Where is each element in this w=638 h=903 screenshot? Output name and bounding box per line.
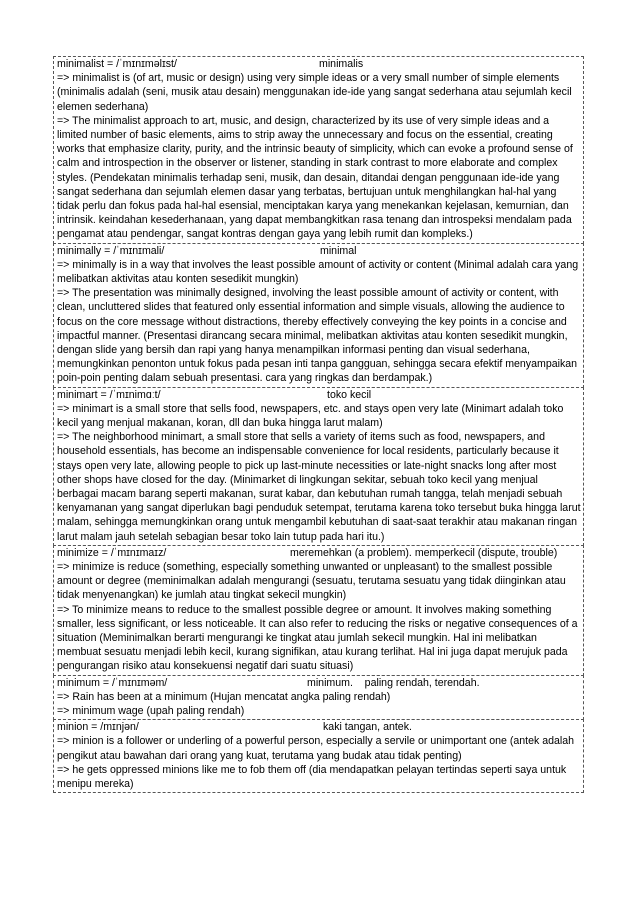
entry-translation: meremehkan (a problem). memperkecil (dispute, trouble)	[290, 546, 558, 559]
entry-minimally	[53, 243, 584, 388]
entry-line: => The minimalist approach to art, music, and design, characterized by its use of very simple ideas and a limited number of basic elements, aims to strip away the unnecessary and focus on the essential, creating works that emphasize clarity, purity, and the intrinsic beauty of simplicity, which can evoke a profound sense of calm and introspection in the observer or listener, standing in stark contrast to more elaborate and complex styles. (Pendekatan minimalis terhadap seni, musik, dan desain, ditandai dengan penggunaan ide-ide yang sangat sederhana dan sejumlah elemen dasar yang terbatas, bertujuan untuk menghilangkan hal-hal yang tidak perlu dan fokus pada hal-hal esensial, menciptakan karya yang menekankan kejelasan, kemurnian, dan intrinsik. keindahan kesederhanaan, yang dapat membangkitkan rasa tenang dan introspeksi mendalam pada pengamat atau pendengar, sangat kontras dengan gaya yang lebih rumit dan kompleks.)	[57, 114, 573, 241]
entry-line: => The neighborhood minimart, a small store that sells a variety of items such as food, newspapers, and household essentials, has become an indispensable convenience for local residents, particularly because it stays open very late, allowing people to pick up last-minute necessities or late-night snacks long after most other shops have closed for the day. (Minimarket di lingkungan sekitar, sebuah toko kecil yang menjual berbagai macam barang seperti makanan, surat kabar, dan kebutuhan rumah tangga, telah menjadi sebuah kenyamanan yang sangat diperlukan bagi penduduk setempat, terutama karena toko tersebut buka hingga larut malam, sehingga memungkinkan orang untuk mengambil kebutuhan di saat-saat terakhir atau makanan ringan larut malam jauh setelah sebagian besar toko lain tutup pada hari itu.)	[57, 431, 581, 543]
entry-header	[57, 676, 581, 690]
entry-translation: kaki tangan, antek.	[323, 721, 412, 734]
entry-minion	[53, 719, 584, 793]
entry-translation: toko kecil	[327, 388, 372, 401]
entry-header	[57, 388, 581, 402]
entry-term: minimalist = /ˈmɪnɪməlɪst/	[57, 58, 177, 70]
entry-header	[57, 720, 581, 734]
entry-line: => minimally is in a way that involves the least possible amount of activity or content (Minimal adalah cara yang melibatkan aktivitas atau konten sesedikit mungkin)	[57, 258, 579, 286]
entry-translation: minimal	[320, 244, 357, 257]
entry-line: => To minimize means to reduce to the smallest possible degree or amount. It involves making something smaller, less significant, or less noticeable. It can also refer to reducing the risks or negative consequences of a situation (Meminimalkan berarti mengurangi ke tingkat atau jumlah sekecil mungkin. Hal ini melibatkan membuat sesuatu menjadi lebih kecil, kurang signifikan, atau kurang terlihat. Hal ini juga dapat merujuk pada pengurangan risiko atau konsekuensi negatif dari suatu situasi)	[57, 603, 578, 673]
entry-line: => minimum wage (upah paling rendah)	[57, 705, 245, 718]
entry-line: => minimalist is (of art, music or design) using very simple ideas or a very small number of simple elements (minimalis adalah (seni, musik atau desain) menggunakan ide-ide yang sangat sederhana atau sejumlah kecil elemen sederhana)	[57, 72, 572, 113]
entry-minimalist	[53, 56, 584, 244]
entry-header	[57, 546, 581, 560]
entry-term: minion = /mɪnjən/	[57, 721, 139, 734]
entry-line: => minion is a follower or underling of a powerful person, especially a servile or unimportant one (antek adalah pengikut atau bawahan dari orang yang kuat, terutama yang budak atau tidak penting)	[57, 735, 575, 762]
entry-line: => he gets oppressed minions like me to fob them off (dia mendapatkan pelayan tertindas seperti saya untuk menipu mereka)	[57, 763, 567, 791]
entry-term: minimize = /ˈmɪnɪmaɪz/	[57, 546, 167, 559]
entry-minimum	[53, 675, 584, 721]
entry-term: minimum = /ˈmɪnɪməm/	[57, 676, 168, 689]
entry-line: => minimize is reduce (something, especially something unwanted or unpleasant) to the smallest possible amount or degree (meminimalkan adalah mengurangi (sesuatu, terutama sesuatu yang tidak diinginkan atau tidak menyenangkan) ke jumlah atau tingkat sekecil mungkin)	[57, 561, 566, 602]
entry-line: => minimart is a small store that sells food, newspapers, etc. and stays open very late (Minimart adalah toko kecil yang menjual makanan, koran, dll dan buka hingga larut malam)	[57, 402, 564, 430]
entry-minimize	[53, 545, 584, 676]
entry-line: => The presentation was minimally designed, involving the least possible amount of activity or content, with clean, uncluttered slides that featured only essential information and simple visuals, allowing the audience to focus on the core message without distractions, thereby effectively conveying the key points in a concise and impactful manner. (Presentasi dirancang secara minimal, melibatkan aktivitas atau konten sesedikit mungkin, dengan slide yang bersih dan rapi yang hanya menampilkan informasi penting dan visual sederhana, memungkinkan penonton untuk fokus pada pesan inti tanpa gangguan, sehingga secara efektif menyampaikan poin-poin penting dalam sebuah presentasi. cara yang ringkas dan berdampak.)	[57, 287, 578, 385]
entry-header	[57, 244, 581, 258]
entry-translation: minimum. paling rendah, terendah.	[307, 676, 480, 689]
vocabulary-document	[53, 57, 584, 793]
entry-translation: minimalis	[319, 58, 364, 70]
entry-line: => Rain has been at a minimum (Hujan mencatat angka paling rendah)	[57, 690, 391, 703]
entry-minimart	[53, 387, 584, 546]
entry-header	[57, 57, 581, 71]
entry-term: minimally = /ˈmɪnɪmali/	[57, 244, 165, 257]
entry-term: minimart = /ˈmɪnimɑːt/	[57, 388, 161, 401]
